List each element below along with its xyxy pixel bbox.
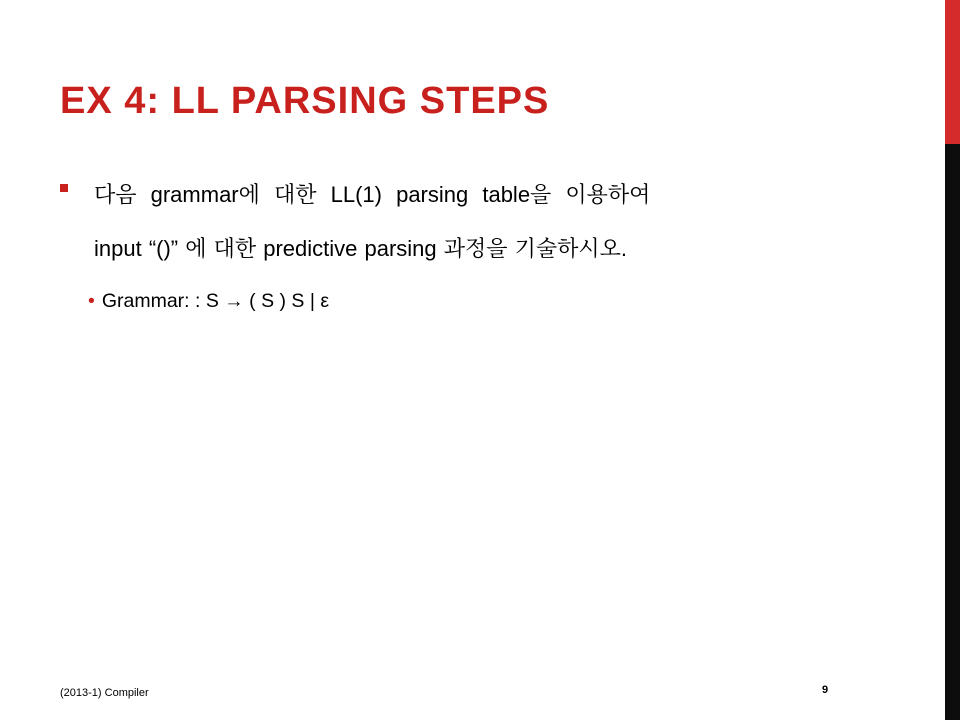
bullet-text-line-1: 다음 grammar에 대한 LL(1) parsing table을 이용하여 xyxy=(94,182,651,207)
sub-bullet-item xyxy=(88,290,329,313)
page-number: 9 xyxy=(822,684,829,696)
round-bullet-icon: • xyxy=(88,290,95,312)
bullet-text-line-2: input “()” 에 대한 predictive parsing 과정을 기술하시오. xyxy=(94,236,627,261)
square-bullet-icon xyxy=(60,184,68,192)
slide-title: EX 4: LL PARSING STEPS xyxy=(60,80,550,122)
grammar-text: Grammar: : S → ( S ) S | ε xyxy=(101,290,330,312)
footer-course-label: (2013-1) Compiler xyxy=(60,687,149,699)
side-accent-bar-black xyxy=(945,144,960,720)
side-accent-bar-red xyxy=(945,0,960,144)
